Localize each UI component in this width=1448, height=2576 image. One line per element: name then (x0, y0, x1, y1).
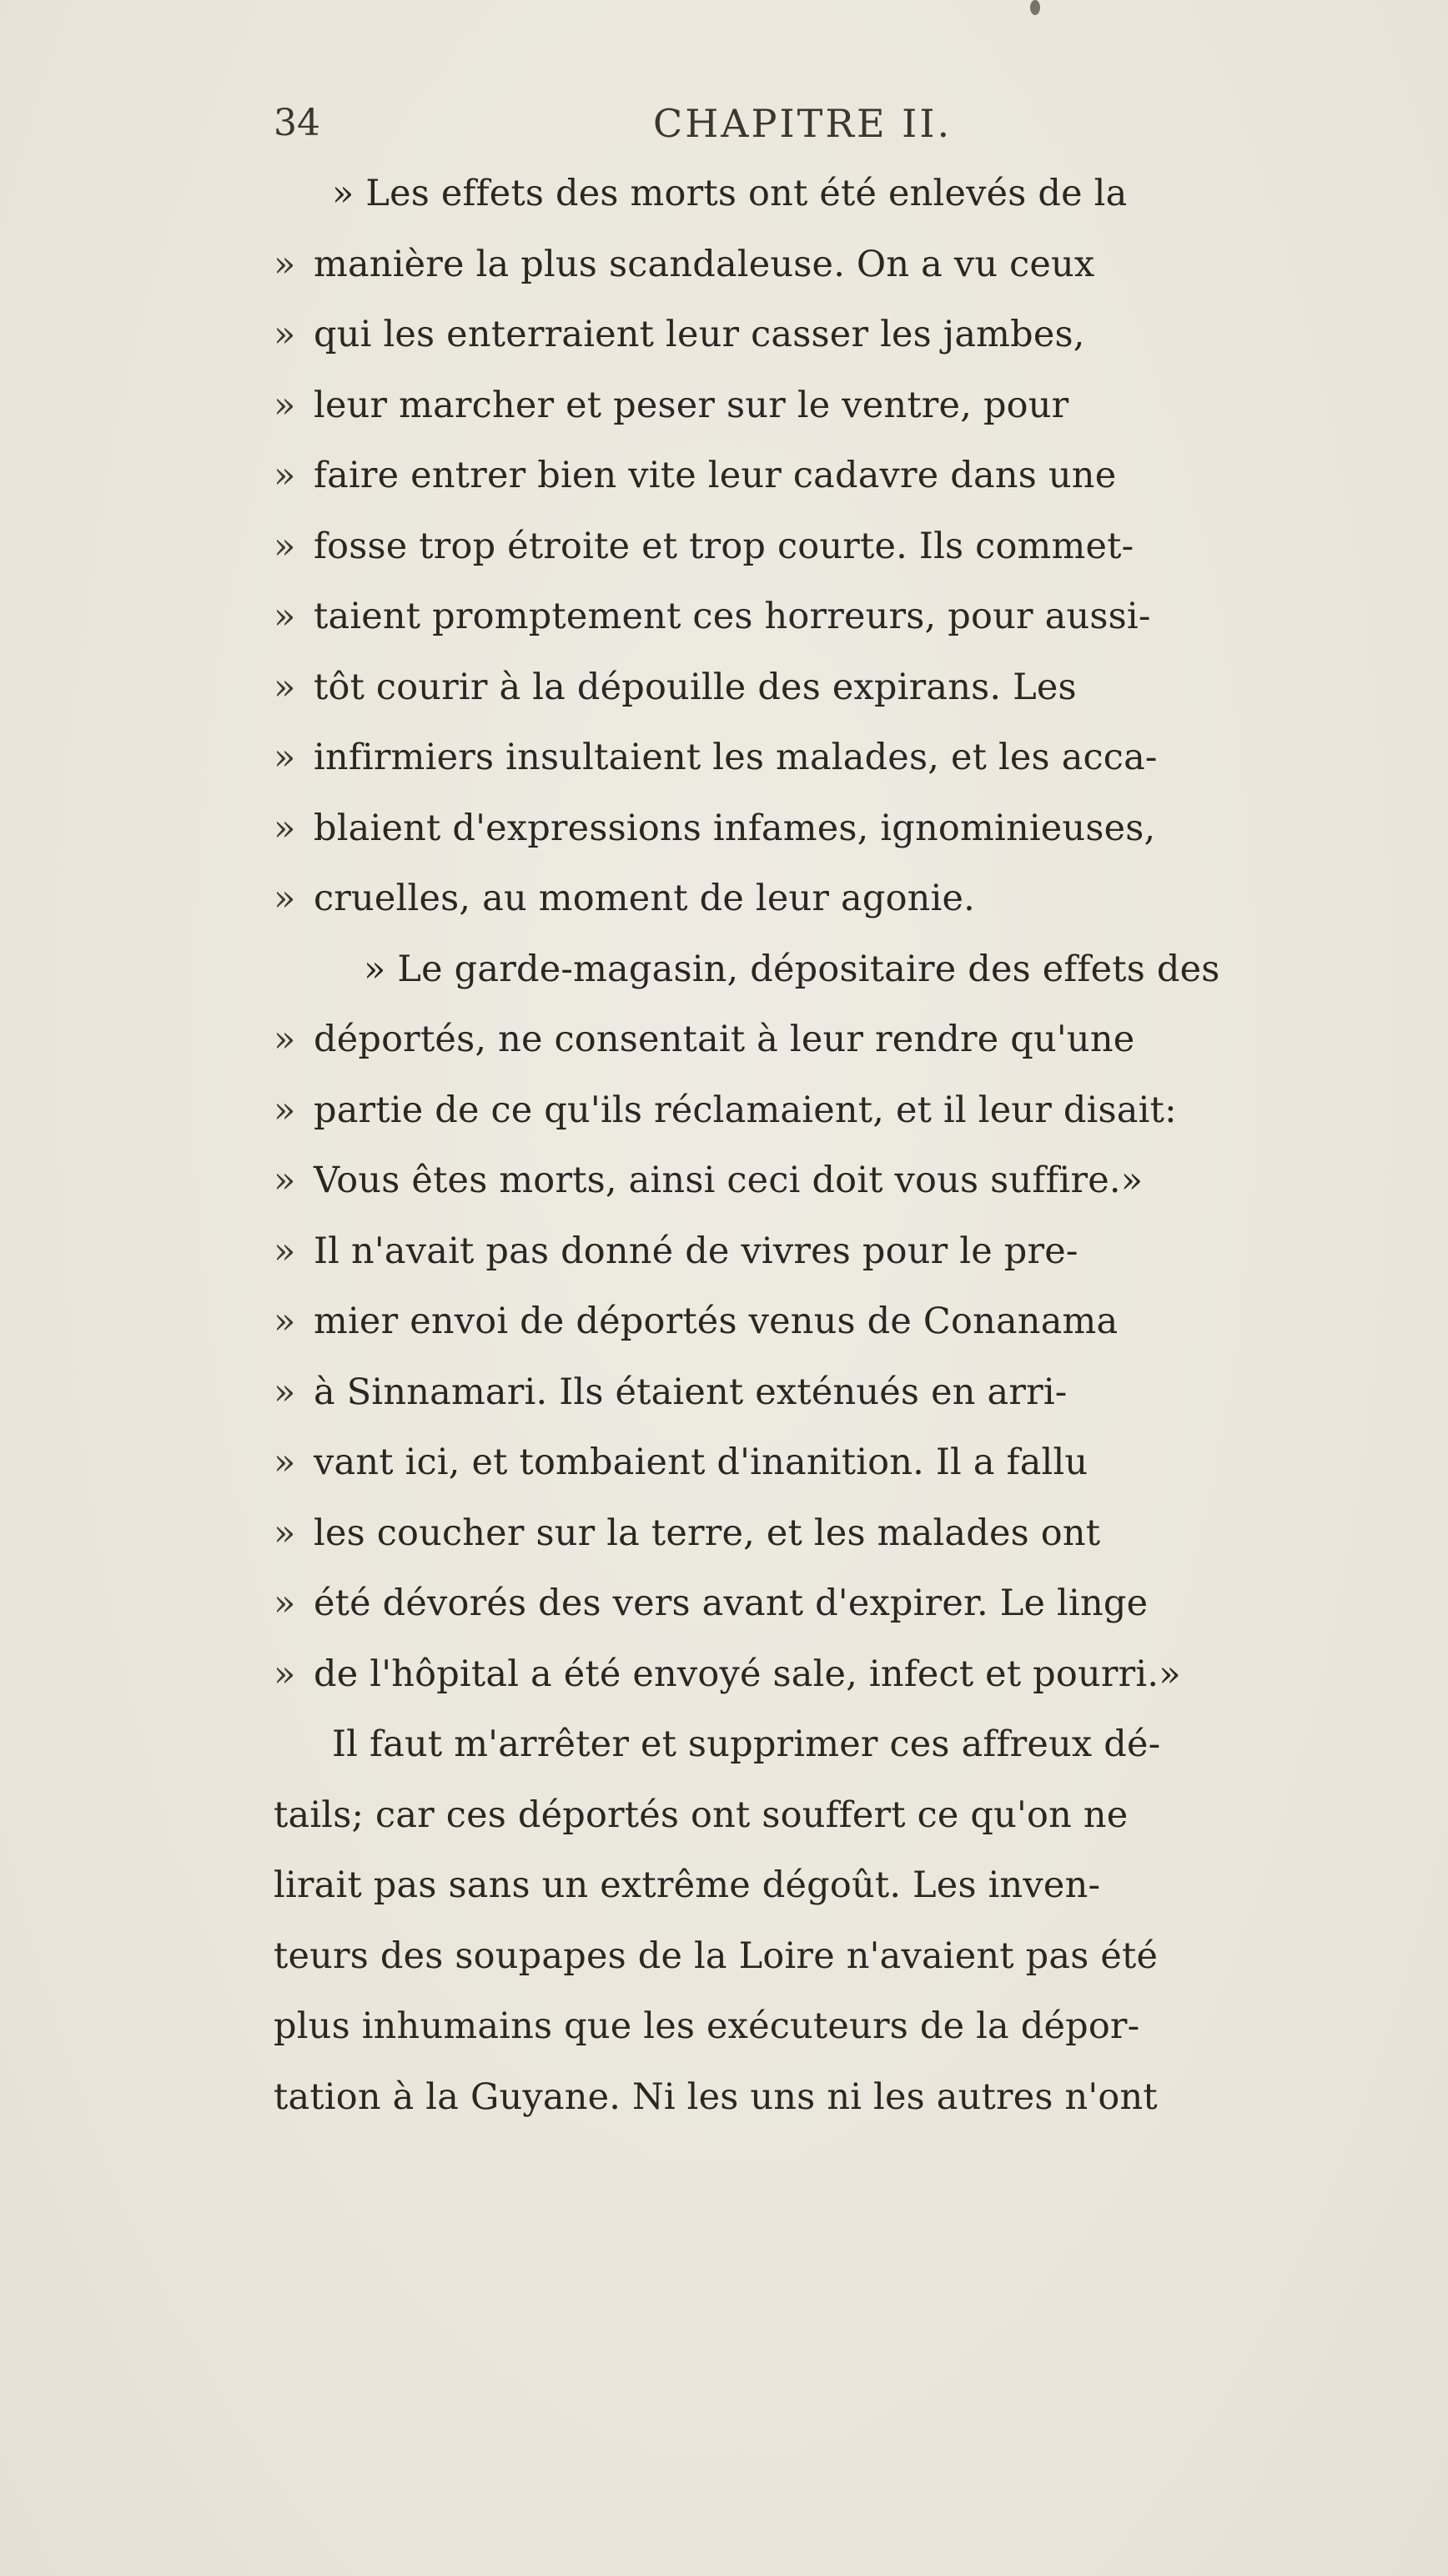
page-number: 34 (274, 102, 320, 144)
text-line: » partie de ce qu'ils réclamaient, et il leur disait: (274, 1089, 1177, 1131)
text-line: tails; car ces déportés ont souffert ce qu'on ne (274, 1794, 1129, 1836)
text-line: Il faut m'arrêter et supprimer ces affreux dé- (332, 1723, 1161, 1765)
text-line: » Le garde-magasin, dépositaire des effets des (364, 948, 1220, 990)
text-line: » qui les enterraient leur casser les jambes, (274, 314, 1085, 355)
text-line: » vant ici, et tombaient d'inanition. Il a fallu (274, 1441, 1089, 1483)
text-line: » à Sinnamari. Ils étaient exténués en arri- (274, 1371, 1068, 1413)
text-line: » faire entrer bien vite leur cadavre dans une (274, 455, 1117, 496)
text-line: » déportés, ne consentait à leur rendre qu'une (274, 1019, 1135, 1060)
text-line: » été dévorés des vers avant d'expirer. Le linge (274, 1582, 1149, 1624)
text-line: teurs des soupapes de la Loire n'avaient pas été (274, 1935, 1159, 1977)
text-line: plus inhumains que les exécuteurs de la dépor- (274, 2005, 1140, 2047)
text-line: » tôt courir à la dépouille des expirans. Les (274, 666, 1077, 708)
text-line: » leur marcher et peser sur le ventre, pour (274, 384, 1069, 426)
text-line: » taient promptement ces horreurs, pour aussi- (274, 596, 1151, 637)
text-line: » mier envoi de déportés venus de Conanama (274, 1301, 1119, 1342)
chapter-title: CHAPITRE II. (653, 101, 953, 146)
text-line: » manière la plus scandaleuse. On a vu ceux (274, 243, 1095, 285)
ink-blot-mark (1030, 0, 1040, 15)
text-line: » cruelles, au moment de leur agonie. (274, 878, 976, 919)
text-line: » Vous êtes morts, ainsi ceci doit vous suffire.» (274, 1160, 1144, 1201)
text-line: » fosse trop étroite et trop courte. Ils commet- (274, 525, 1134, 567)
text-line: » blaient d'expressions infames, ignominieuses, (274, 807, 1156, 849)
text-line: » de l'hôpital a été envoyé sale, infect et pourri.» (274, 1653, 1181, 1695)
text-line: lirait pas sans un extrême dégoût. Les inven- (274, 1864, 1101, 1906)
text-line: » Les effets des morts ont été enlevés de la (332, 173, 1128, 214)
text-line: tation à la Guyane. Ni les uns ni les autres n'ont (274, 2075, 1158, 2118)
text-line: » Il n'avait pas donné de vivres pour le pre- (274, 1230, 1078, 1272)
body-text (274, 158, 1391, 2132)
running-head (274, 98, 1391, 148)
text-line: » les coucher sur la terre, et les malades ont (274, 1512, 1101, 1554)
text-line: » infirmiers insultaient les malades, et les acca- (274, 737, 1158, 778)
